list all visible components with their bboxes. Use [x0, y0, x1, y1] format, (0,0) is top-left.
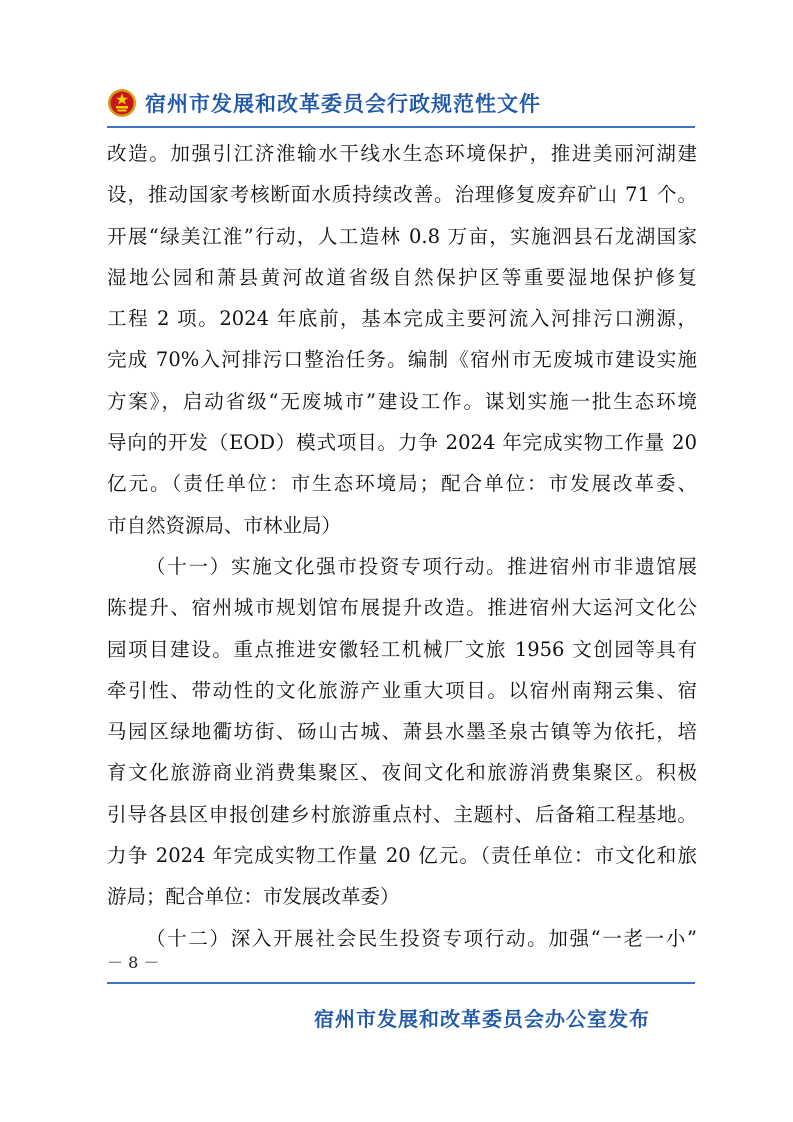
text-line: 陈提升、宿州城市规划馆布展提升改造。推进宿州大运河文化公 [107, 596, 697, 620]
header-divider [107, 126, 695, 128]
section-heading-line: （十一）实施文化强市投资专项行动。推进宿州市非遗馆展 [146, 554, 697, 578]
text-line: 游局；配合单位：市发展改革委） [107, 885, 400, 909]
text-line: 牵引性、带动性的文化旅游产业重大项目。以宿州南翔云集、宿 [107, 678, 697, 702]
text-line: 方案》，启动省级“无废城市”建设工作。谋划实施一批生态环境 [107, 389, 697, 413]
text-line: 改造。加强引江济淮输水干线水生态环境保护，推进美丽河湖建 [107, 142, 697, 165]
text-line: 导向的开发（EOD）模式项目。力争 2024 年完成实物工作量 20 [107, 431, 697, 455]
text-line: 完成 70%入河排污口整治任务。编制《宿州市无废城市建设实施 [107, 348, 697, 372]
text-line: 引导各县区申报创建乡村旅游重点村、主题村、后备箱工程基地。 [107, 802, 697, 826]
text-line: 开展“绿美江淮”行动，人工造林 0.8 万亩，实施泗县石龙湖国家 [107, 224, 697, 248]
issuer-footer: 宿州市发展和改革委员会办公室发布 [314, 1007, 650, 1031]
document-header [107, 86, 541, 120]
header-title: 宿州市发展和改革委员会行政规范性文件 [145, 92, 541, 116]
text-line: 育文化旅游商业消费集聚区、夜间文化和旅游消费集聚区。积极 [107, 761, 697, 785]
national-emblem-icon [107, 88, 137, 118]
text-line: 力争 2024 年完成实物工作量 20 亿元。（责任单位：市文化和旅 [107, 844, 697, 868]
text-line: 工程 2 项。2024 年底前，基本完成主要河流入河排污口溯源， [107, 307, 697, 331]
footer-divider [107, 982, 695, 984]
body-text [107, 133, 697, 959]
text-line: 市自然资源局、市林业局） [107, 513, 342, 537]
section-heading-line: （十二）深入开展社会民生投资专项行动。加强“一老一小” [146, 926, 697, 950]
text-line: 园项目建设。重点推进安徽轻工机械厂文旅 1956 文创园等具有 [107, 637, 697, 661]
text-line: 湿地公园和萧县黄河故道省级自然保护区等重要湿地保护修复 [107, 265, 697, 289]
page-number: － 8 － [107, 953, 160, 972]
text-line: 亿元。（责任单位：市生态环境局；配合单位：市发展改革委、 [107, 472, 697, 496]
text-line: 设，推动国家考核断面水质持续改善。治理修复废弃矿山 71 个。 [107, 183, 697, 207]
text-line: 马园区绿地衢坊街、砀山古城、萧县水墨圣泉古镇等为依托，培 [107, 720, 697, 744]
